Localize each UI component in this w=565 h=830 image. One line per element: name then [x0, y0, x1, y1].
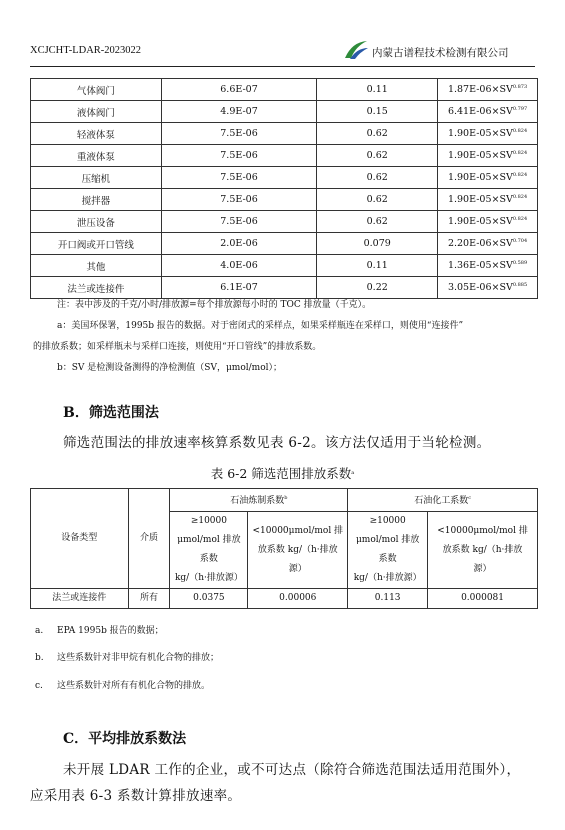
cell-refining-lt: 0.00006 [248, 589, 348, 609]
cell-factor-1: 6.6E-07 [161, 79, 317, 101]
subheader-petrochem-lt: <10000μmol/mol 排 放系数 kg/（h·排放 源） [428, 512, 538, 589]
footnote-a: a. EPA 1995b 报告的数据； [35, 626, 164, 636]
cell-factor-2: 0.62 [317, 189, 438, 211]
footnote-b: b. 这些系数针对非甲烷有机化合物的排放； [35, 653, 220, 663]
cell-equipment-type: 其他 [31, 255, 162, 277]
note-b: b：SV 是检测设备测得的净检测值（SV，μmol/mol）； [57, 363, 282, 373]
cell-factor-1: 7.5E-06 [161, 211, 317, 233]
caption-sup: a [351, 470, 355, 476]
cell-correlation: $1.90E-05\times SV^{0.824}$ [438, 167, 538, 189]
table-row [31, 123, 538, 145]
header-medium: 介质 [128, 489, 170, 589]
cell-refining-ge: 0.0375 [170, 589, 248, 609]
header-equipment-type: 设备类型 [31, 489, 129, 589]
section-c-paragraph-1: 未开展 LDAR 工作的企业，或不可达点（除符合筛选范围法适用范围外）， [63, 762, 521, 778]
cell-correlation: $1.90E-05\times SV^{0.824}$ [438, 145, 538, 167]
cell-factor-1: 2.0E-06 [161, 233, 317, 255]
cell-equipment-type: 开口阀或开口管线 [31, 233, 162, 255]
note-1: 注：表中涉及的千克/小时/排放源=每个排放源每小时的 TOC 排放量（千克）。 [57, 300, 372, 310]
refining-label: 石油炼制系数 [230, 496, 285, 506]
cell-factor-2: 0.22 [317, 277, 438, 299]
cell-correlation: $1.90E-05\times SV^{0.824}$ [438, 211, 538, 233]
refining-sup: b [284, 495, 288, 501]
cell-factor-2: 0.62 [317, 145, 438, 167]
cell-correlation: $1.87E-06\times SV^{0.873}$ [438, 79, 538, 101]
table-row [31, 233, 538, 255]
table-row [31, 277, 538, 299]
table-row [31, 79, 538, 101]
cell-equipment-type: 轻液体泵 [31, 123, 162, 145]
subheader-petrochem-ge: ≥10000 μmol/mol 排放 系数 kg/（h·排放源） [348, 512, 428, 589]
cell-factor-1: 6.1E-07 [161, 277, 317, 299]
cell-factor-1: 7.5E-06 [161, 123, 317, 145]
petrochem-sup: c [468, 495, 472, 501]
table-row [31, 255, 538, 277]
cell-factor-1: 4.0E-06 [161, 255, 317, 277]
table-row [31, 189, 538, 211]
cell-equipment-type: 搅拌器 [31, 189, 162, 211]
cell-factor-1: 7.5E-06 [161, 167, 317, 189]
emission-factor-table [30, 78, 538, 299]
cell-medium: 所有 [128, 589, 170, 609]
note-a-cont: 的排放系数；如采样瓶未与采样口连接，则使用“开口管线”的排放系数。 [33, 342, 322, 352]
cell-factor-1: 7.5E-06 [161, 189, 317, 211]
screening-range-table [30, 488, 538, 609]
header-petrochem [348, 489, 538, 512]
cell-factor-2: 0.15 [317, 101, 438, 123]
cell-equipment-type: 气体阀门 [31, 79, 162, 101]
section-c-paragraph-2: 应采用表 6-3 系数计算排放速率。 [30, 788, 242, 804]
cell-equipment-type: 液体阀门 [31, 101, 162, 123]
company-logo [342, 38, 370, 62]
cell-equipment-type: 法兰或连接件 [31, 277, 162, 299]
cell-factor-1: 4.9E-07 [161, 101, 317, 123]
cell-petrochem-lt: 0.000081 [428, 589, 538, 609]
petrochem-label: 石油化工系数 [414, 496, 469, 506]
cell-correlation: $1.90E-05\times SV^{0.824}$ [438, 123, 538, 145]
table-row [31, 101, 538, 123]
caption-text: 表 6-2 筛选范围排放系数 [210, 466, 352, 481]
cell-factor-1: 7.5E-06 [161, 145, 317, 167]
cell-factor-2: 0.11 [317, 255, 438, 277]
table-row [31, 211, 538, 233]
table-row [31, 145, 538, 167]
cell-factor-2: 0.62 [317, 167, 438, 189]
table-6-2-caption [0, 464, 565, 482]
cell-correlation: $3.05E-06\times SV^{0.885}$ [438, 277, 538, 299]
header-refining [170, 489, 348, 512]
company-name: 内蒙古谱程技术检测有限公司 [372, 47, 509, 59]
section-c-title: C．平均排放系数法 [63, 731, 187, 747]
cell-type: 法兰或连接件 [31, 589, 129, 609]
section-b-title: B．筛选范围法 [63, 405, 159, 421]
header-divider [30, 66, 535, 67]
cell-equipment-type: 泄压设备 [31, 211, 162, 233]
document-code: XCJCHT-LDAR-2023022 [30, 45, 142, 56]
cell-correlation: $2.20E-06\times SV^{0.704}$ [438, 233, 538, 255]
subheader-refining-ge: ≥10000 μmol/mol 排放 系数 kg/（h·排放源） [170, 512, 248, 589]
cell-correlation: $1.90E-05\times SV^{0.824}$ [438, 189, 538, 211]
cell-factor-2: 0.11 [317, 79, 438, 101]
cell-correlation: $1.36E-05\times SV^{0.589}$ [438, 255, 538, 277]
cell-correlation: $6.41E-06\times SV^{0.797}$ [438, 101, 538, 123]
cell-equipment-type: 重液体泵 [31, 145, 162, 167]
cell-factor-2: 0.079 [317, 233, 438, 255]
section-b-paragraph: 筛选范围法的排放速率核算系数见表 6-2。该方法仅适用于当轮检测。 [63, 435, 491, 451]
note-a: a：美国环保署，1995b 报告的数据。对于密闭式的采样点，如果采样瓶连在采样口，则使用“连接件” [57, 321, 464, 331]
cell-equipment-type: 压缩机 [31, 167, 162, 189]
cell-petrochem-ge: 0.113 [348, 589, 428, 609]
subheader-refining-lt: <10000μmol/mol 排 放系数 kg/（h·排放 源） [248, 512, 348, 589]
cell-factor-2: 0.62 [317, 123, 438, 145]
footnote-c: c. 这些系数针对所有有机化合物的排放。 [35, 681, 211, 691]
table-row [31, 167, 538, 189]
cell-factor-2: 0.62 [317, 211, 438, 233]
